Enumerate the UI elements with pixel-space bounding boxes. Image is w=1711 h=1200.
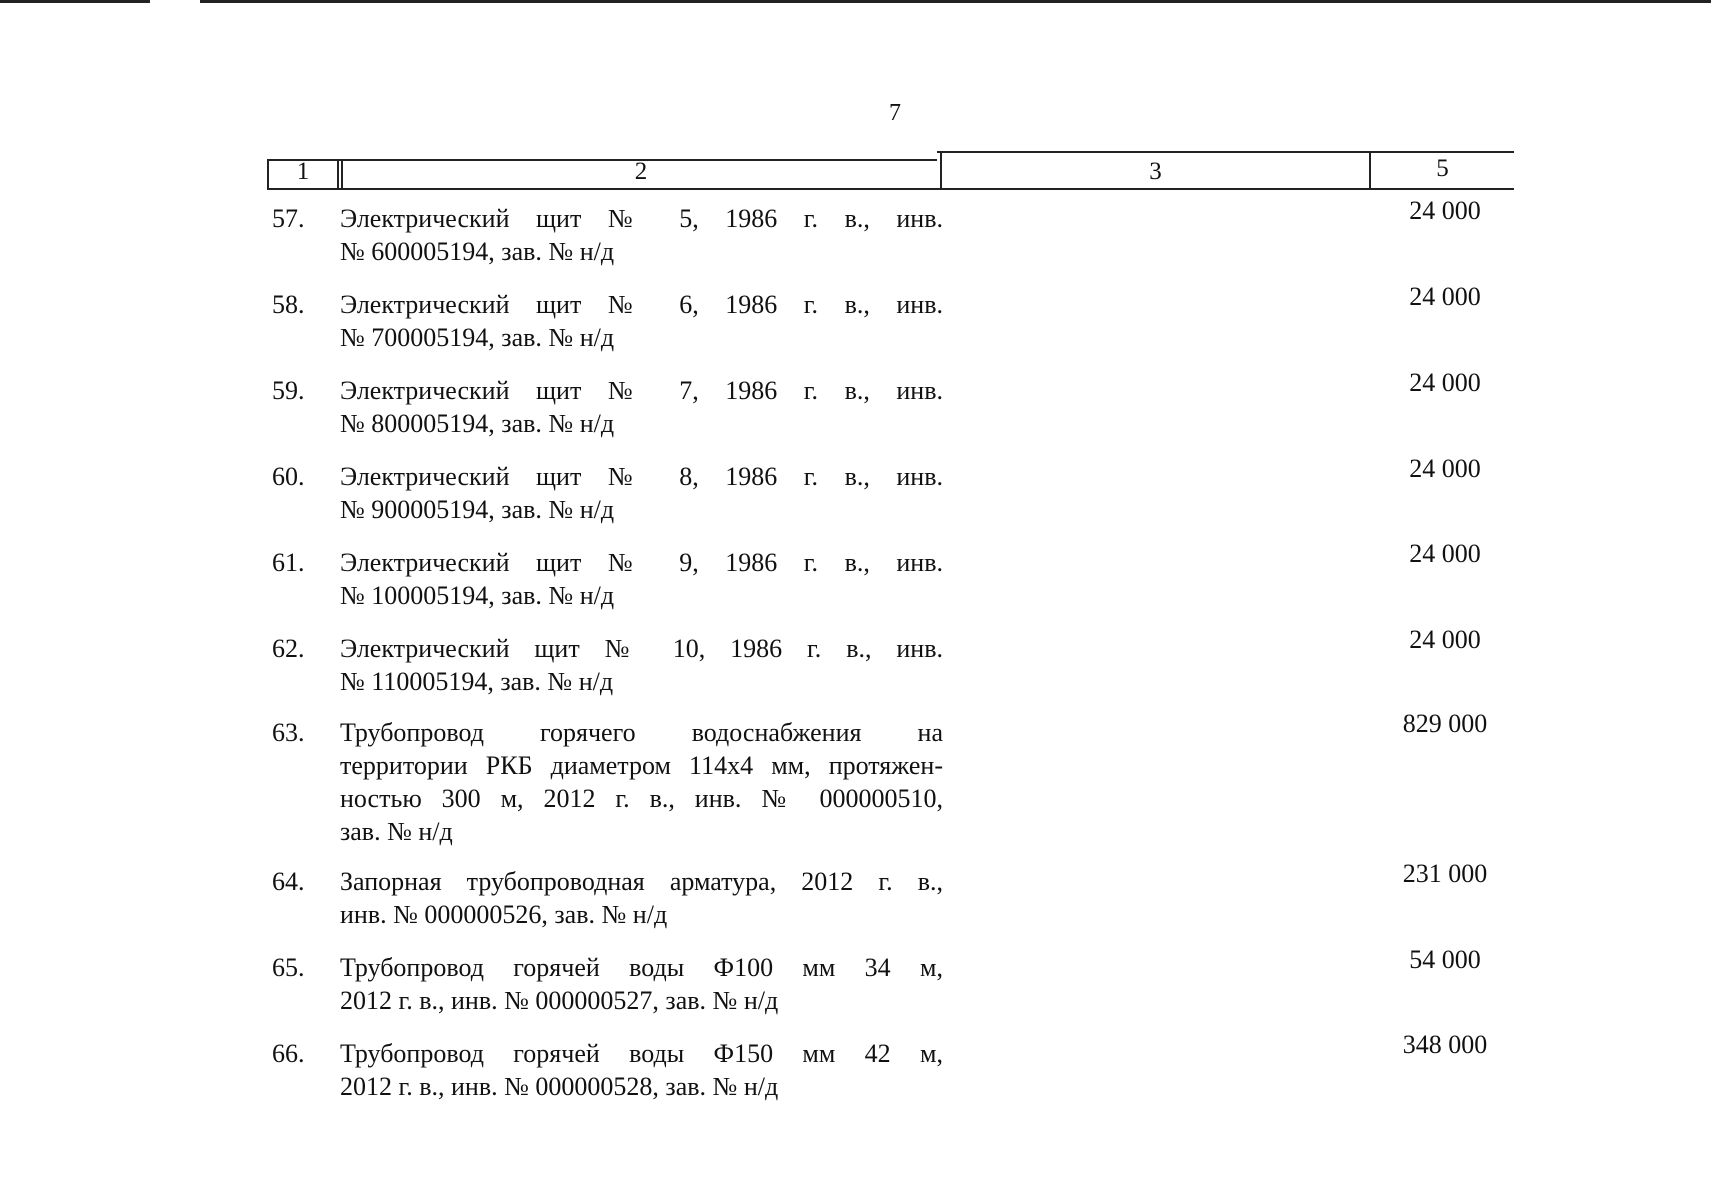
description-line: ностью 300 м, 2012 г. в., инв. № 000000510, xyxy=(340,784,943,813)
description-line: № 600005194, зав. № н/д xyxy=(340,237,615,266)
row-number: 60. xyxy=(272,462,305,491)
header-col-1: 1 xyxy=(296,158,310,185)
description-line: № 100005194, зав. № н/д xyxy=(340,581,615,610)
description-line: 2012 г. в., инв. № 000000527, зав. № н/д xyxy=(340,986,779,1015)
description-line: Электрический щит № 8, 1986 г. в., инв. xyxy=(340,462,943,491)
row-number: 59. xyxy=(272,376,305,405)
row-number: 61. xyxy=(272,548,305,577)
description-line: Электрический щит № 10, 1986 г. в., инв. xyxy=(340,634,943,663)
description-line: № 800005194, зав. № н/д xyxy=(340,409,615,438)
row-description xyxy=(340,716,943,848)
header-col-2: 2 xyxy=(634,158,648,185)
description-line: Запорная трубопроводная арматура, 2012 г. в., xyxy=(340,867,943,896)
row-number: 62. xyxy=(272,634,305,663)
row-value: 24 000 xyxy=(1409,368,1481,397)
description-line: № 110005194, зав. № н/д xyxy=(340,667,614,696)
header-top-line xyxy=(937,151,1514,153)
description-line: Электрический щит № 6, 1986 г. в., инв. xyxy=(340,290,943,319)
row-description xyxy=(340,202,943,268)
description-line: Электрический щит № 7, 1986 г. в., инв. xyxy=(340,376,943,405)
row-value: 24 000 xyxy=(1409,282,1481,311)
description-line: № 700005194, зав. № н/д xyxy=(340,323,615,352)
description-line: Трубопровод горячей воды Ф150 мм 42 м, xyxy=(340,1039,943,1068)
row-description xyxy=(340,460,943,526)
row-value: 24 000 xyxy=(1409,625,1481,654)
row-number: 57. xyxy=(272,204,305,233)
row-value: 24 000 xyxy=(1409,196,1481,225)
row-number: 65. xyxy=(272,953,305,982)
row-description xyxy=(340,951,943,1017)
description-line: территории РКБ диаметром 114х4 мм, протяжен- xyxy=(340,751,943,780)
description-line: Электрический щит № 9, 1986 г. в., инв. xyxy=(340,548,943,577)
row-description xyxy=(340,632,943,698)
row-value: 829 000 xyxy=(1402,709,1488,738)
header-col-5: 5 xyxy=(1436,155,1449,182)
row-description xyxy=(340,288,943,354)
description-line: зав. № н/д xyxy=(340,817,453,846)
row-number: 58. xyxy=(272,290,305,319)
row-number: 63. xyxy=(272,718,305,747)
row-number: 64. xyxy=(272,867,305,896)
row-value: 24 000 xyxy=(1409,539,1481,568)
description-line: № 900005194, зав. № н/д xyxy=(340,495,615,524)
description-line: Электрический щит № 5, 1986 г. в., инв. xyxy=(340,204,943,233)
row-value: 54 000 xyxy=(1409,945,1481,974)
row-description xyxy=(340,546,943,612)
description-line: 2012 г. в., инв. № 000000528, зав. № н/д xyxy=(340,1072,779,1101)
description-line: Трубопровод горячего водоснабжения на xyxy=(340,718,943,747)
page-top-border xyxy=(0,0,1711,3)
page-number: 7 xyxy=(889,100,901,126)
row-value: 24 000 xyxy=(1409,454,1481,483)
header-bottom-line xyxy=(267,188,1514,190)
row-description xyxy=(340,1037,943,1103)
row-value: 231 000 xyxy=(1402,859,1488,888)
header-col-3: 3 xyxy=(1149,158,1162,185)
row-value: 348 000 xyxy=(1402,1030,1488,1059)
row-number: 66. xyxy=(272,1039,305,1068)
row-description xyxy=(340,865,943,931)
row-description xyxy=(340,374,943,440)
description-line: инв. № 000000526, зав. № н/д xyxy=(340,900,668,929)
description-line: Трубопровод горячей воды Ф100 мм 34 м, xyxy=(340,953,943,982)
